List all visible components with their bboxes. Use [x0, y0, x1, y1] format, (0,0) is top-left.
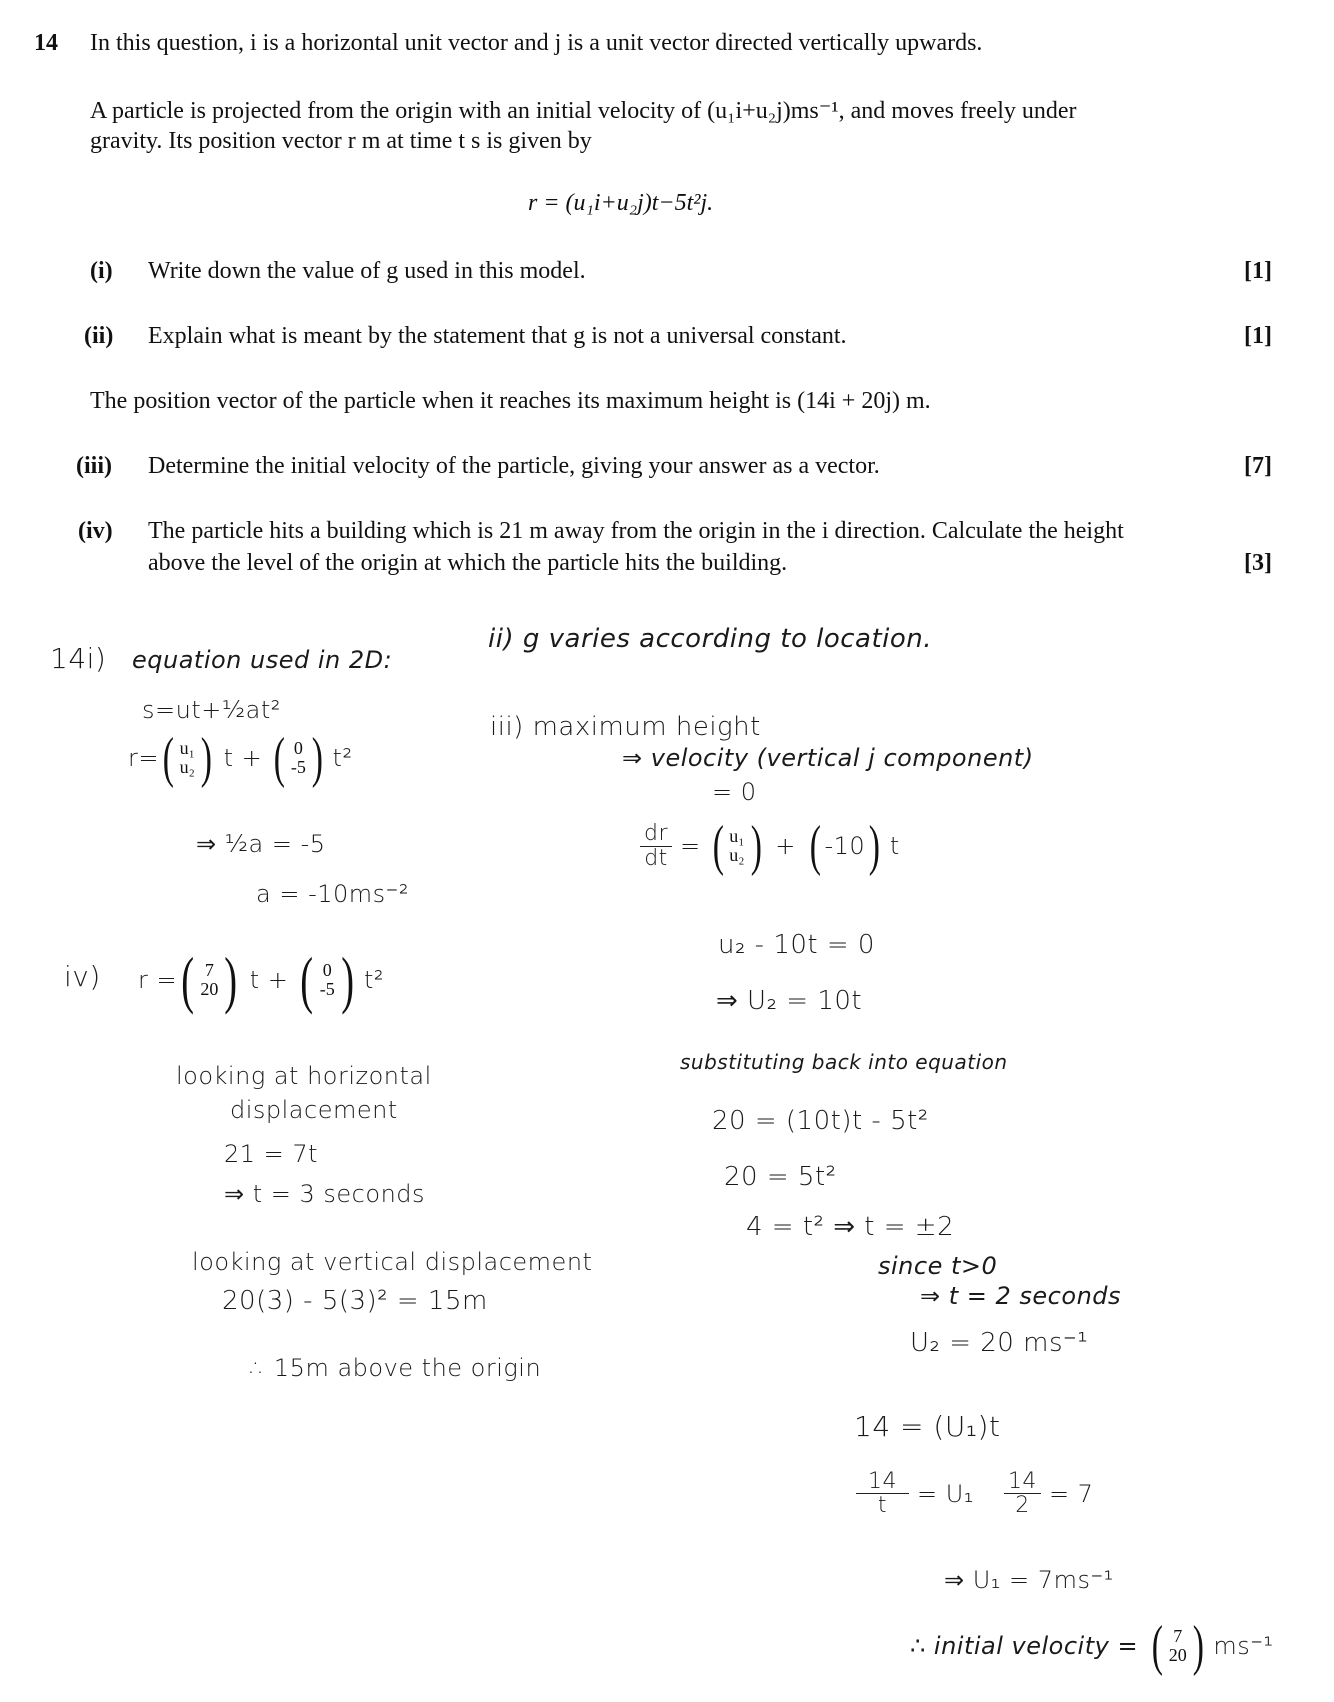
hw-iii-e8: U₂ = 20 ms⁻¹	[910, 1328, 1089, 1358]
hw-iii-e4: 20 = 5t²	[724, 1162, 837, 1192]
hw-iii-c1-bot: u₂	[729, 845, 745, 865]
hw-iv-r: r =	[138, 966, 178, 994]
hw-iv-vertical-2: 20(3) - 5(3)² = 15m	[222, 1286, 488, 1316]
hw-iv-label: iv)	[64, 960, 101, 993]
hw-iv-t2: t²	[364, 966, 385, 994]
hw-iii-zero: = 0	[712, 778, 757, 806]
hw-iv-eq2: ⇒ t = 3 seconds	[224, 1180, 426, 1208]
hw-i-c2-top: 0	[293, 738, 303, 759]
hw-iv-c1-top: 7	[204, 960, 214, 981]
hw-i-t2: t²	[332, 744, 353, 772]
hw-iii-ans-bot: 20	[1168, 1645, 1187, 1665]
hw-iii-derivative: $\frac{dr}{dt}$ = ( u₁ u₂ ) + ( -10 ) t	[640, 818, 900, 874]
question-number: 14	[34, 30, 58, 56]
part-iv-label: (iv)	[78, 518, 113, 544]
part-iii-marks: [7]	[1244, 453, 1272, 479]
hw-iii-e10: ⇒ U₁ = 7ms⁻¹	[944, 1566, 1114, 1594]
hw-iii-e6: since t>0	[878, 1252, 998, 1280]
hw-iii-e5: 4 = t² ⇒ t = ±2	[746, 1212, 955, 1242]
part-iii-text: Determine the initial velocity of the particle, giving your answer as a vector.	[148, 453, 880, 479]
hw-iii-f2-num: 14	[1004, 1470, 1041, 1494]
hw-iv-horizontal-1: looking at horizontal	[176, 1062, 432, 1090]
part-i-text: Write down the value of g used in this model.	[148, 258, 586, 284]
hw-i-vector-equation: r= ( u₁ u₂ ) t + ( 0 -5 ) t²	[128, 727, 353, 789]
hw-i-line1: equation used in 2D:	[132, 646, 393, 674]
hw-iii-ans-text: ∴ initial velocity =	[910, 1632, 1139, 1660]
question-context-line1: A particle is projected from the origin with an initial velocity of (u₁i+u₂j)ms⁻¹, and moves freely under	[90, 98, 1077, 124]
hw-iii-f2-eq: = 7	[1048, 1479, 1094, 1508]
part-ii-marks: [1]	[1244, 323, 1272, 349]
hw-i-a-value: a = -10ms⁻²	[256, 880, 409, 908]
hw-iii-title: iii) maximum height	[490, 712, 761, 742]
hw-i-half-a: ⇒ ½a = -5	[196, 830, 326, 858]
hw-iii-final-answer: ∴ initial velocity = ( 7 20 ) ms⁻¹	[910, 1615, 1274, 1677]
part-iv-text-line2: above the level of the origin at which the particle hits the building.	[148, 550, 788, 576]
hw-iii-ans-top: 7	[1173, 1626, 1183, 1647]
hw-iv-eq1: 21 = 7t	[224, 1140, 319, 1168]
part-ii-label: (ii)	[84, 323, 114, 349]
hw-iv-answer: ∴ 15m above the origin	[250, 1354, 542, 1382]
hw-iii-c1-top: u₁	[729, 826, 745, 847]
hw-iii-velocity: ⇒ velocity (vertical j component)	[622, 744, 1034, 772]
hw-iv-c1-bot: 20	[200, 979, 219, 999]
hw-i-label: 14i)	[50, 642, 107, 675]
hw-iii-equals: =	[680, 832, 701, 860]
hw-iv-c2-top: 0	[322, 960, 332, 981]
hw-iii-e3: 20 = (10t)t - 5t²	[712, 1106, 929, 1136]
hw-ii-answer: ii) g varies according to location.	[488, 624, 933, 654]
hw-iii-e2: ⇒ U₂ = 10t	[716, 986, 863, 1016]
hw-iii-dt: dt	[644, 845, 668, 871]
hw-iii-ans-unit: ms⁻¹	[1213, 1632, 1274, 1660]
hw-iii-e1: u₂ - 10t = 0	[718, 930, 875, 960]
hw-iii-e7: ⇒ t = 2 seconds	[920, 1282, 1122, 1310]
hw-iii-fractions	[856, 1470, 1093, 1517]
part-i-marks: [1]	[1244, 258, 1272, 284]
max-height-statement: The position vector of the particle when it reaches its maximum height is (14i + 20j) m.	[90, 388, 931, 414]
position-equation: r = (u₁i+u₂j)t−5t²j.	[528, 190, 714, 216]
hw-i-r: r=	[128, 744, 159, 772]
part-i-label: (i)	[90, 258, 113, 284]
hw-iii-f2-den: 2	[1015, 1493, 1030, 1519]
part-iv-marks: [3]	[1244, 550, 1272, 576]
hw-iii-f-eq: = U₁	[917, 1479, 974, 1508]
hw-iii-e9: 14 = (U₁)t	[854, 1410, 1001, 1443]
hw-iii-f-den: t	[877, 1493, 888, 1519]
hw-iv-vector-equation: r = ( 7 20 ) t + ( 0 -5 ) t²	[138, 944, 385, 1015]
hw-i-suvat: s=ut+½at²	[142, 696, 281, 724]
hw-iv-horizontal-2: displacement	[230, 1096, 398, 1124]
hw-iii-f-num: 14	[856, 1470, 909, 1494]
hw-iii-sub: substituting back into equation	[680, 1050, 1008, 1074]
hw-iv-c2-bot: -5	[319, 979, 335, 999]
hw-i-t: t +	[223, 744, 263, 772]
hw-iii-t: t	[889, 832, 900, 860]
hw-iv-t: t +	[249, 966, 289, 994]
hw-i-c1-top: u₁	[179, 738, 195, 759]
hw-iii-plus: +	[775, 832, 796, 860]
part-iii-label: (iii)	[76, 453, 112, 479]
hw-i-c1-bot: u₂	[179, 757, 195, 777]
hw-iv-vertical-1: looking at vertical displacement	[192, 1248, 593, 1276]
hw-i-c2-bot: -5	[290, 757, 306, 777]
part-ii-text: Explain what is meant by the statement that g is not a universal constant.	[148, 323, 847, 349]
question-intro: In this question, i is a horizontal unit vector and j is a unit vector directed vertically upwards.	[90, 30, 983, 56]
hw-iii-dr: dr	[640, 822, 672, 846]
part-iv-text-line1: The particle hits a building which is 21 m away from the origin in the i direction. Calculate the height	[148, 518, 1124, 544]
question-context-line2: gravity. Its position vector r m at time t s is given by	[90, 128, 592, 154]
hw-iii-c2: -10	[824, 832, 866, 860]
